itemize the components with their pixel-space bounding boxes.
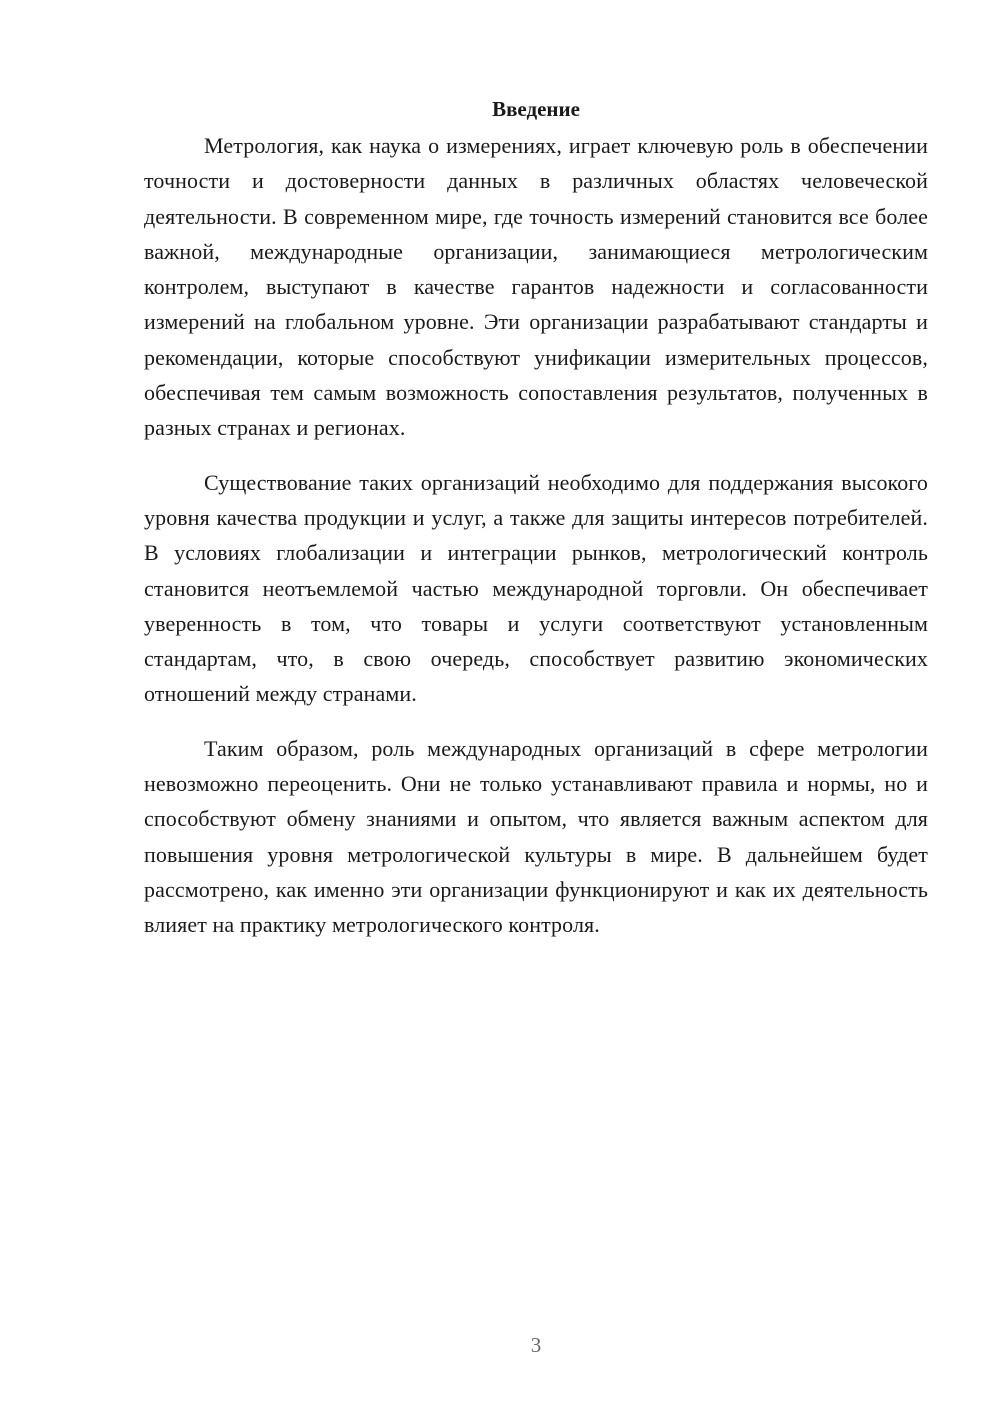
section-title: Введение xyxy=(492,97,580,121)
paragraph-2: Существование таких организаций необходимо для поддержания высокого уровня качества продукции и услуг, а также для защиты интересов потребителей. В условиях глобализации и интеграции рынков, метрологический контроль становится неотъемлемой частью международной торговли. Он обеспечивает уверенность в том, что товары и услуги соответствуют установленным стандартам, что, в свою очередь, способствует развитию экономических отношений между странами. xyxy=(144,469,928,707)
page-number: 3 xyxy=(530,1333,542,1357)
paragraph-3: Таким образом, роль международных организаций в сфере метрологии невозможно переоценить. Они не только устанавливают правила и нормы, но и способствуют обмену знаниями и опытом, что является важным аспектом для повышения уровня метрологической культуры в мире. В дальнейшем будет рассмотрено, как именно эти организации функционируют и как их деятельность влияет на практику метрологического контроля. xyxy=(144,735,928,938)
page-content xyxy=(144,92,928,962)
paragraph-1: Метрология, как наука о измерениях, играет ключевую роль в обеспечении точности и достоверности данных в различных областях человеческой деятельности. В современном мире, где точность измерений становится все более важной, международные организации, занимающиеся метрологическим контролем, выступают в качестве гарантов надежности и согласованности измерений на глобальном уровне. Эти организации разрабатывают стандарты и рекомендации, которые способствуют унификации измерительных процессов, обеспечивая тем самым возможность сопоставления результатов, полученных в разных странах и регионах. xyxy=(144,133,928,441)
